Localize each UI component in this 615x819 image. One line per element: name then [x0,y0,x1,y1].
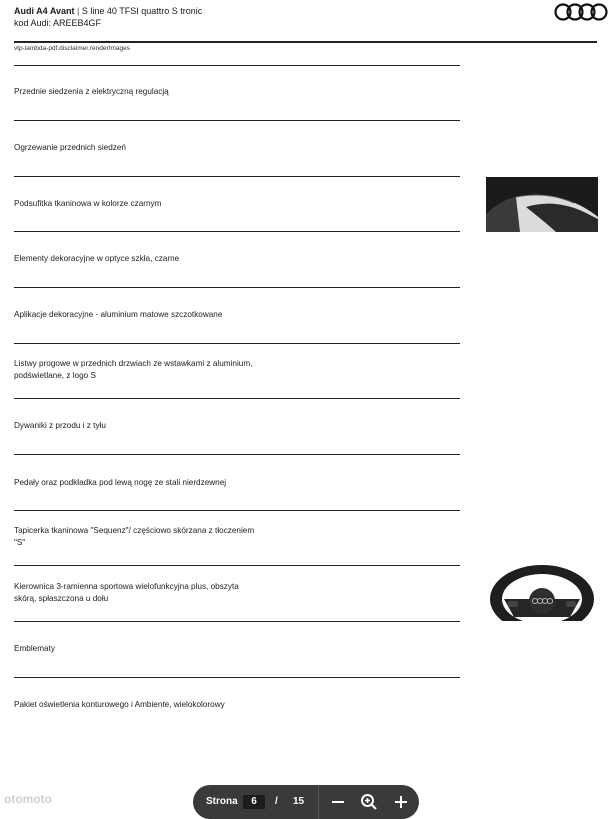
page-label: Strona [206,796,238,807]
list-item: Pakiet oświetlenia konturowego i Ambiente, wielokolorowy [14,700,225,709]
row-divider [14,120,460,121]
audi-rings-icon [553,2,609,22]
total-pages: 15 [293,796,305,807]
zoom-in-button[interactable] [391,792,411,812]
title-separator: | [74,6,82,16]
list-item: Ogrzewanie przednich siedzeń [14,143,126,152]
watermark: otomoto [4,792,52,806]
zoom-out-button[interactable] [328,792,348,812]
list-item-line: Tapicerka tkaninowa "Sequenz"/ częściowo skórzana z tłoczeniem [14,526,255,535]
row-divider [14,176,460,177]
header-divider [14,41,597,43]
vehicle-model: Audi A4 Avant [14,6,75,16]
row-divider [14,677,460,678]
vehicle-title [14,5,599,17]
list-item-line: Kierownica 3-ramienna sportowa wielofunkcyjna plus, obszyta [14,582,239,591]
list-item: Elementy dekoracyjne w optyce szkła, czarne [14,254,180,263]
list-item [14,581,314,605]
row-divider [14,621,460,622]
row-divider [14,231,460,232]
list-item: Podsufitka tkaninowa w kolorze czarnym [14,199,162,208]
list-item-line: podświetlane, z logo S [14,371,96,380]
vehicle-variant: S line 40 TFSI quattro S tronic [81,6,203,16]
page-slash: / [275,796,278,807]
steering-wheel-image [486,565,598,621]
pager-divider [318,785,319,819]
page-navigator [193,785,419,819]
row-divider [14,398,460,399]
plus-icon [391,792,411,812]
row-divider [14,343,460,344]
row-divider [14,454,460,455]
list-item: Pedały oraz podkładka pod lewą nogę ze stali nierdzewnej [14,478,227,487]
list-item-line: Listwy progowe w przednich drzwiach ze wstawkami z aluminium, [14,359,253,368]
page-number-input[interactable]: 6 [243,795,265,809]
row-divider [14,565,460,566]
minus-icon [328,792,348,812]
zoom-fit-button[interactable] [359,792,379,812]
disclaimer-text: vtp-lambda-pdf.disclaimer.renderImages [14,45,130,52]
row-divider [14,287,460,288]
list-item: Aplikacje dekoracyjne - aluminium matowe szczotkowane [14,310,223,319]
list-item: Dywaniki z przodu i z tyłu [14,421,106,430]
zoom-in-icon [359,792,379,812]
list-item [14,358,314,382]
row-divider [14,510,460,511]
audi-code: kod Audi: AREEB4GF [14,18,102,28]
row-divider [14,65,460,66]
list-item: Przednie siedzenia z elektryczną regulacją [14,87,169,96]
document-header [14,5,599,29]
list-item: Emblematy [14,644,55,653]
list-item-line: "S" [14,538,26,547]
headliner-image [486,177,598,232]
list-item-line: skórą, spłaszczona u dołu [14,594,109,603]
list-item [14,525,314,549]
